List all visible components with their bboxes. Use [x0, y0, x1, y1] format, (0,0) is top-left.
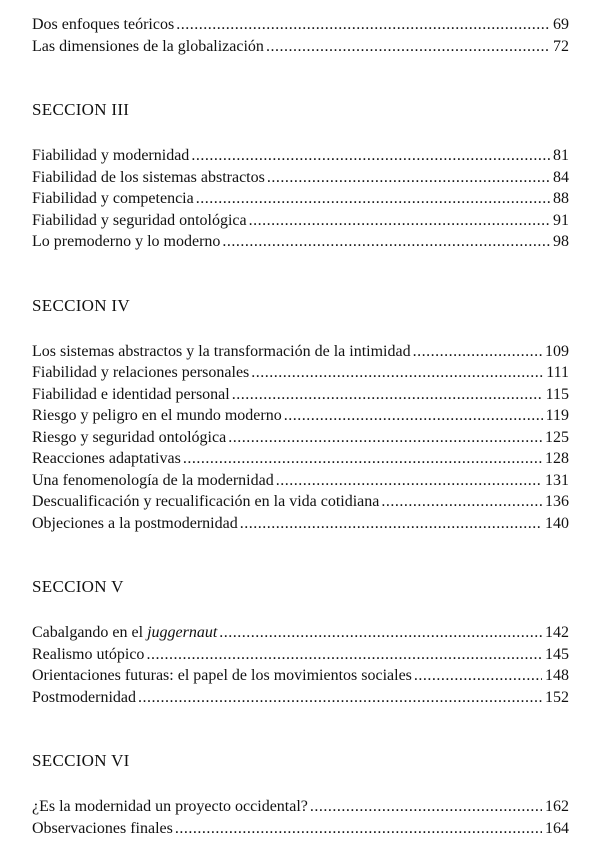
section-heading: SECCION V: [32, 577, 124, 596]
toc-entry-page: 128: [545, 450, 569, 467]
toc-entry-page: 98: [553, 233, 569, 250]
toc-entry: [32, 14, 569, 36]
toc-entry: [32, 644, 569, 666]
toc-entry-title: Fiabilidad y seguridad ontológica: [32, 211, 247, 229]
toc-entry-page: 91: [553, 211, 569, 229]
toc-entry-page: 72: [553, 37, 569, 55]
toc-entry-page: 140: [545, 514, 569, 532]
table-of-contents: [32, 14, 569, 839]
toc-entry-title-italic: juggernaut: [147, 624, 218, 641]
toc-entry-title: Objeciones a la postmodernidad: [32, 514, 238, 532]
toc-entry: [32, 362, 569, 384]
toc-entry-title: Fiabilidad y relaciones personales: [32, 364, 250, 381]
toc-entry-page: 136: [545, 493, 569, 510]
toc-entry-page: 119: [545, 407, 569, 424]
toc-entry: [32, 665, 569, 687]
toc-entry-title: Descualificación y recualificación en la vida cotidiana: [32, 493, 380, 510]
section-heading: SECCION IV: [32, 295, 130, 315]
dot-leader: [232, 384, 543, 406]
dot-leader: [413, 341, 542, 363]
section-heading: SECCION VI: [32, 751, 130, 770]
dot-leader: [191, 145, 550, 167]
dot-leader: [175, 818, 542, 840]
dot-leader: [266, 36, 550, 58]
toc-entry-page: 109: [545, 342, 569, 360]
toc-entry-title: Fiabilidad y competencia: [32, 190, 194, 207]
toc-entry-title: Riesgo y seguridad ontológica: [32, 428, 227, 446]
toc-entry-page: 162: [545, 798, 569, 815]
toc-entry-title: Lo premoderno y lo moderno: [32, 233, 221, 250]
toc-entry-title: Fiabilidad de los sistemas abstractos: [32, 168, 265, 186]
dot-leader: [228, 427, 542, 449]
toc-entry-page: 148: [545, 667, 569, 684]
toc-entry-page: 131: [545, 471, 569, 489]
toc-entry-page: 84: [553, 168, 569, 186]
dot-leader: [146, 644, 542, 666]
toc-entry-title: [32, 622, 217, 644]
toc-entry: [32, 384, 569, 406]
toc-entry-title: Reacciones adaptativas: [32, 450, 181, 467]
toc-entry-page: 152: [545, 688, 569, 706]
toc-entry: [32, 491, 569, 513]
toc-entry-page: 142: [545, 624, 569, 641]
dot-leader: [267, 167, 550, 189]
toc-entry-title: Una fenomenología de la modernidad: [32, 471, 274, 489]
toc-entry-title-prefix: Cabalgando en el: [32, 624, 148, 641]
dot-leader: [183, 448, 542, 470]
toc-entry: [32, 145, 569, 167]
dot-leader: [138, 687, 542, 709]
toc-entry-title: Postmodernidad: [32, 688, 136, 706]
toc-entry: [32, 448, 569, 470]
toc-entry: [32, 167, 569, 189]
toc-entry-title: Riesgo y peligro en el mundo moderno: [32, 407, 282, 424]
toc-entry-page: 145: [545, 645, 569, 663]
dot-leader: [196, 188, 550, 210]
toc-entry: [32, 427, 569, 449]
dot-leader: [240, 513, 542, 535]
toc-entry: [32, 341, 569, 363]
dot-leader: [310, 796, 542, 818]
toc-entry: [32, 796, 569, 818]
dot-leader: [381, 491, 542, 513]
toc-entry-page: 111: [546, 364, 569, 381]
toc-entry-page: 115: [545, 385, 569, 403]
toc-entry-title: Observaciones finales: [32, 819, 173, 837]
toc-entry-page: 164: [545, 819, 569, 837]
toc-entry: [32, 210, 569, 232]
toc-entry-page: 69: [553, 16, 569, 33]
toc-entry-title: ¿Es la modernidad un proyecto occidental?: [32, 798, 308, 815]
toc-entry: [32, 513, 569, 535]
dot-leader: [219, 622, 542, 644]
dot-leader: [222, 231, 550, 253]
toc-entry-title: Realismo utópico: [32, 645, 145, 663]
dot-leader: [276, 470, 542, 492]
toc-entry-page: 88: [553, 190, 569, 207]
toc-entry: [32, 687, 569, 709]
toc-entry: [32, 231, 569, 253]
toc-entry-page: 81: [553, 147, 569, 164]
toc-entry: [32, 622, 569, 644]
dot-leader: [249, 210, 550, 232]
toc-entry: [32, 470, 569, 492]
dot-leader: [284, 405, 543, 427]
toc-entry: [32, 818, 569, 840]
toc-entry-page: 125: [545, 428, 569, 446]
toc-entry: [32, 188, 569, 210]
toc-entry-title: Fiabilidad y modernidad: [32, 147, 190, 164]
toc-entry-title: Orientaciones futuras: el papel de los movimientos sociales: [32, 667, 412, 684]
section-heading: SECCION III: [32, 100, 130, 119]
dot-leader: [251, 362, 543, 384]
toc-entry-title: Dos enfoques teóricos: [32, 16, 175, 33]
toc-entry-title: Fiabilidad e identidad personal: [32, 385, 230, 403]
dot-leader: [414, 665, 542, 687]
toc-entry-title: Los sistemas abstractos y la transformación de la intimidad: [32, 342, 411, 360]
dot-leader: [176, 14, 550, 36]
toc-entry: [32, 405, 569, 427]
toc-entry-title: Las dimensiones de la globalización: [32, 37, 264, 55]
toc-entry: [32, 36, 569, 58]
